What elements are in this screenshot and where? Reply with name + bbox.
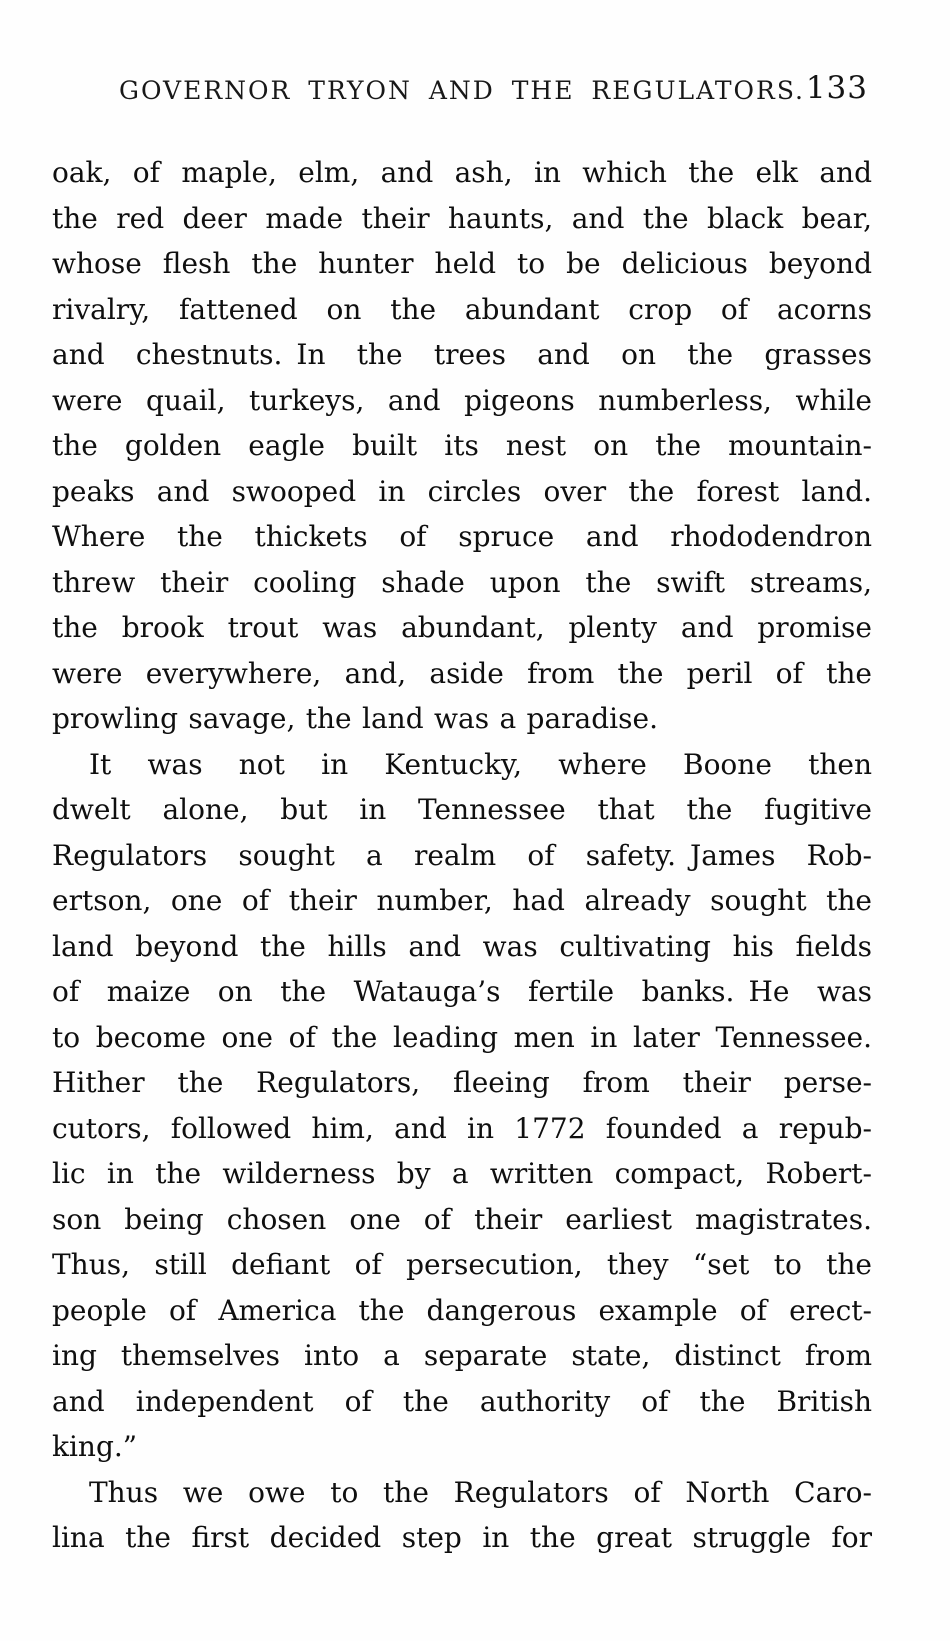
running-header [52,70,872,112]
text-line: Where the thickets of spruce and rhododendron [52,520,872,553]
text-line: people of America the dangerous example of erect- [52,1293,872,1327]
text-line: lina the first decided step in the great struggle for [52,1521,872,1554]
paragraph-2 [52,742,872,1470]
text-line: son being chosen one of their earliest magistrates. [52,1202,872,1236]
text-line: king.” [52,1430,138,1463]
text-line: and chestnuts. In the trees and on the grasses [52,338,872,371]
text-line: Regulators sought a realm of safety. James Rob- [52,838,872,872]
text-line: were quail, turkeys, and pigeons numberless, while [52,383,872,417]
text-line: land beyond the hills and was cultivating his fields [52,929,872,963]
text-line: the red deer made their haunts, and the black bear, [52,201,872,235]
text-line: dwelt alone, but in Tennessee that the fugitive [52,793,872,826]
text-line: It was not in Kentucky, where Boone then [89,747,872,781]
text-line: Thus, still defiant of persecution, they “set to the [52,1248,872,1281]
paragraph-1 [52,150,872,742]
text-line: peaks and swooped in circles over the forest land. [52,474,872,508]
text-line: prowling savage, the land was a paradise. [52,702,658,735]
page-number: 133 [805,70,868,106]
text-line: and independent of the authority of the British [52,1384,872,1418]
text-line: to become one of the leading men in later Tennessee. [52,1020,872,1054]
text-line: threw their cooling shade upon the swift streams, [52,565,872,599]
page-body [52,150,872,1561]
text-line: of maize on the Watauga’s fertile banks. He was [52,975,872,1008]
text-line: were everywhere, and, aside from the peril of the [52,656,872,690]
text-line: the brook trout was abundant, plenty and promise [52,611,872,644]
text-line: rivalry, fattened on the abundant crop of acorns [52,292,872,326]
page-header-title: GOVERNOR TRYON AND THE REGULATORS. [118,76,805,105]
text-line: oak, of maple, elm, and ash, in which the elk and [52,156,872,189]
text-line: whose flesh the hunter held to be delicious beyond [52,247,872,280]
text-line: cutors, followed him, and in 1772 founded a repub- [52,1111,872,1145]
text-line: Thus we owe to the Regulators of North Caro- [89,1475,872,1509]
text-line: ertson, one of their number, had already sought the [52,884,872,917]
text-line: lic in the wilderness by a written compact, Robert- [52,1157,872,1190]
text-line: ing themselves into a separate state, distinct from [52,1339,872,1372]
text-line: Hither the Regulators, fleeing from their perse- [52,1066,872,1099]
text-line: the golden eagle built its nest on the mountain- [52,429,872,462]
paragraph-3 [52,1470,872,1561]
